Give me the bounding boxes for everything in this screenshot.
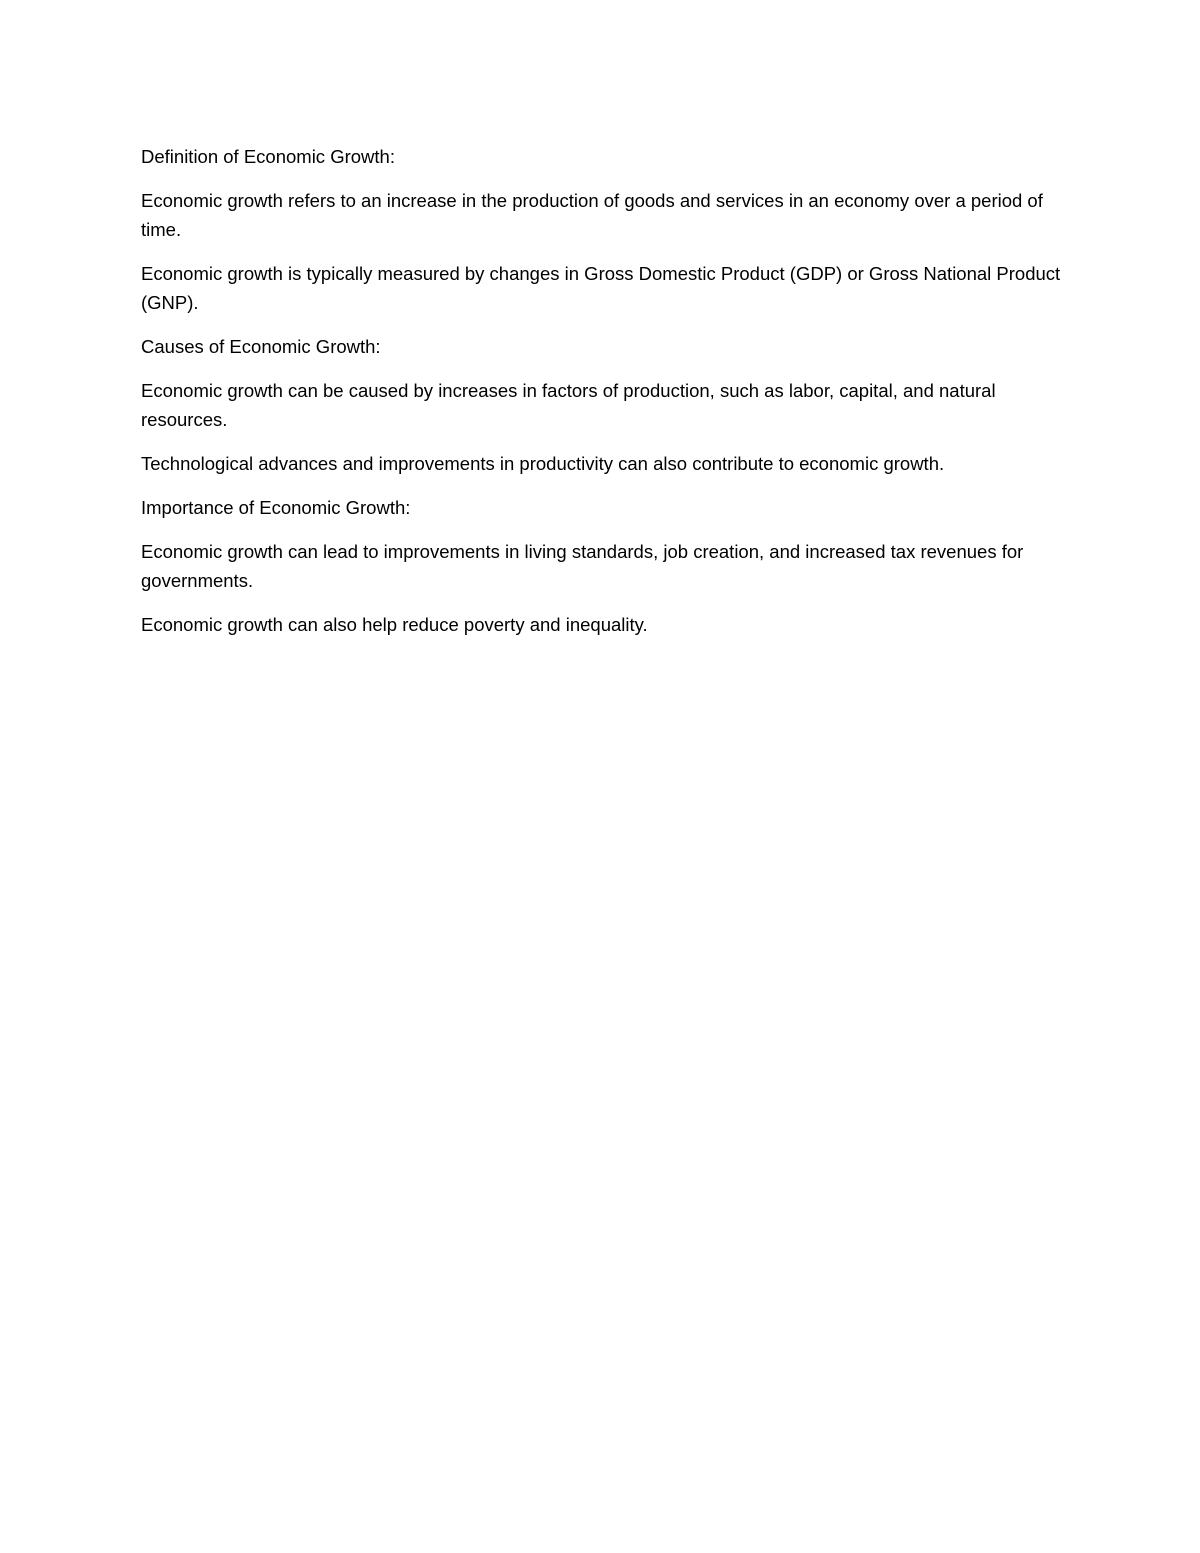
paragraph-factors-of-production: Economic growth can be caused by increases in factors of production, such as labor, capital, and natural resources.	[141, 380, 996, 430]
paragraph-definition: Economic growth refers to an increase in the production of goods and services in an economy over a period of time.	[141, 190, 1043, 240]
paragraph-living-standards: Economic growth can lead to improvements in living standards, job creation, and increased tax revenues for governments.	[141, 541, 1024, 591]
paragraph-technology: Technological advances and improvements in productivity can also contribute to economic growth.	[141, 453, 945, 474]
paragraph-measurement: Economic growth is typically measured by changes in Gross Domestic Product (GDP) or Gross National Product (GNP).	[141, 263, 1061, 313]
section-heading-definition: Definition of Economic Growth:	[141, 146, 395, 167]
paragraph-poverty: Economic growth can also help reduce poverty and inequality.	[141, 614, 648, 635]
document-body	[141, 142, 1061, 654]
section-heading-importance: Importance of Economic Growth:	[141, 497, 411, 518]
section-heading-causes: Causes of Economic Growth:	[141, 336, 381, 357]
